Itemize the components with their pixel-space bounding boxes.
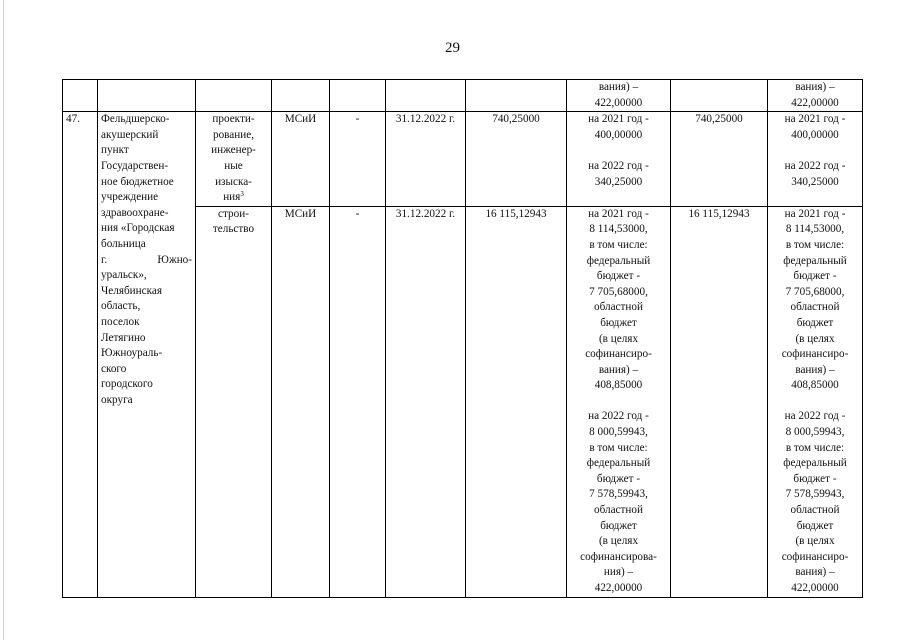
table-row bbox=[63, 112, 863, 207]
object-name-line bbox=[101, 253, 192, 269]
deadline-cell: 31.12.2022 г. bbox=[386, 112, 466, 207]
object-name-line: округа bbox=[101, 393, 133, 406]
object-name-line: больница bbox=[101, 237, 146, 250]
cost-cell: 740,25000 bbox=[466, 112, 567, 207]
object-name-line: Челябинская bbox=[101, 284, 162, 297]
funding2-cell: на 2021 год - 8 114,53000, в том числе: федеральный бюджет - 7 705,68000, областной бюджет (в целях софинансиро- вания) – 408,85000 на 2022 год - 8 000,59943, в том числе: федеральный бюджет - 7 578,59943, областной бюджет (в целях софинансиро- вания) – 422,00000 bbox=[768, 206, 863, 597]
work-type-cell bbox=[196, 112, 272, 207]
cell-empty bbox=[671, 80, 768, 112]
page-number: 29 bbox=[445, 40, 460, 56]
object-name-line: ное бюджетное bbox=[101, 175, 174, 188]
object-name-word: Южно- bbox=[157, 253, 192, 266]
cell-empty bbox=[386, 80, 466, 112]
deadline-cell: 31.12.2022 г. bbox=[386, 206, 466, 597]
scan-edge bbox=[3, 0, 4, 640]
ministry-cell: МСиИ bbox=[272, 112, 330, 207]
funding2-cell: на 2021 год - 400,00000 на 2022 год - 340,25000 bbox=[768, 112, 863, 207]
object-name-line: уральск», bbox=[101, 269, 147, 282]
funding-cell: на 2021 год - 400,00000 на 2022 год - 340,25000 bbox=[567, 112, 671, 207]
object-name-line: акушерский bbox=[101, 128, 159, 141]
cell-empty bbox=[272, 80, 330, 112]
ministry-cell: МСиИ bbox=[272, 206, 330, 597]
funding-cell: на 2021 год - 8 114,53000, в том числе: федеральный бюджет - 7 705,68000, областной бюджет (в целях софинансиро- вания) – 408,85000 на 2022 год - 8 000,59943, в том числе: федеральный бюджет - 7 578,59943, областной бюджет (в целях софинансирова- ния) – 422,00000 bbox=[567, 206, 671, 597]
object-name-line: Фельдшерско- bbox=[101, 113, 170, 126]
object-name-word: г. bbox=[101, 253, 108, 266]
limit-cell: 16 115,12943 bbox=[671, 206, 768, 597]
cost-cell: 16 115,12943 bbox=[466, 206, 567, 597]
cell-empty bbox=[330, 80, 386, 112]
carry-funding-cell: вания) – 422,00000 bbox=[567, 80, 671, 112]
work-type-cell: строи- тельство bbox=[196, 206, 272, 597]
object-name-line: Государствен- bbox=[101, 159, 169, 172]
object-name-line: ского bbox=[101, 362, 127, 375]
object-name-line: область, bbox=[101, 300, 141, 313]
data-table bbox=[62, 79, 863, 598]
cell-empty bbox=[98, 80, 196, 112]
cell-empty bbox=[466, 80, 567, 112]
dash-cell: - bbox=[330, 112, 386, 207]
carry-over-row bbox=[63, 80, 863, 112]
footnote-mark: 3 bbox=[240, 190, 244, 199]
object-name-line: ния «Городская bbox=[101, 222, 175, 235]
item-number-cell: 47. bbox=[63, 112, 98, 597]
work-type: проекти- рование, инженер- ные изыска- ния bbox=[211, 113, 256, 204]
carry-funding2-cell: вания) – 422,00000 bbox=[768, 80, 863, 112]
object-name-line: учреждение bbox=[101, 191, 159, 204]
dash-cell: - bbox=[330, 206, 386, 597]
object-name-line: поселок bbox=[101, 315, 140, 328]
object-name-line: пункт bbox=[101, 144, 129, 157]
object-name-line: городского bbox=[101, 378, 153, 391]
object-name-cell bbox=[98, 112, 196, 597]
object-name-line: Южноураль- bbox=[101, 347, 163, 360]
object-name bbox=[101, 112, 192, 408]
cell-empty bbox=[63, 80, 98, 112]
object-name-line: здравоохране- bbox=[101, 206, 169, 219]
limit-cell: 740,25000 bbox=[671, 112, 768, 207]
cell-empty bbox=[196, 80, 272, 112]
object-name-line: Летягино bbox=[101, 331, 146, 344]
